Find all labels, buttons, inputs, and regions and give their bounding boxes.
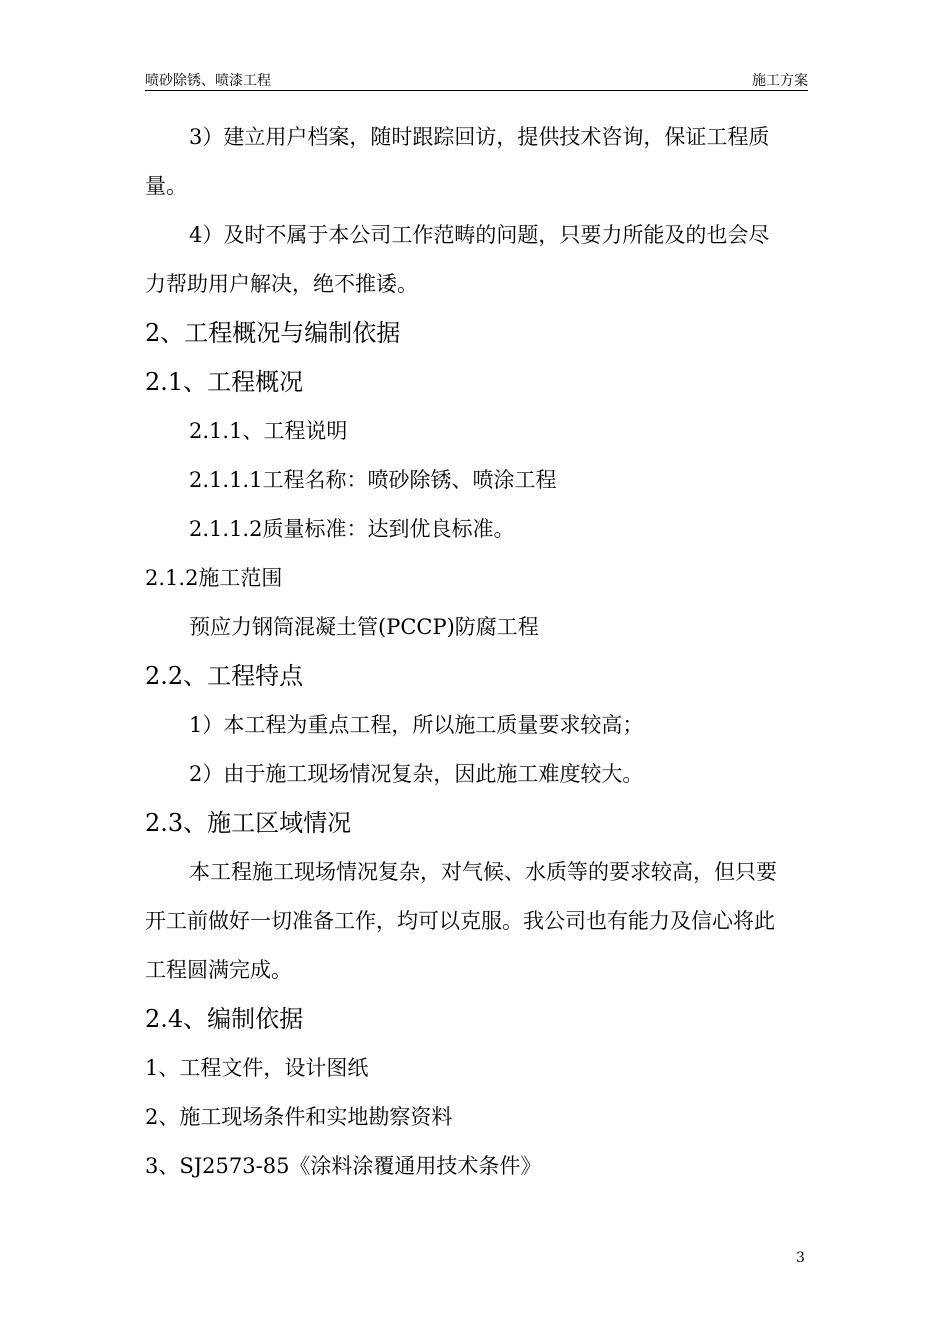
heading-2-1: 2.1、工程概况 [145,368,304,396]
area-paragraph-line-1: 本工程施工现场情况复杂，对气候、水质等的要求较高，但只要 [189,860,777,884]
quality-standard-line: 2.1.1.2质量标准：达到优良标准。 [189,517,515,541]
heading-2: 2、工程概况与编制依据 [145,319,401,347]
header-section-title: 施工方案 [752,73,808,89]
basis-item-3: 3、SJ2573-85《涂料涂覆通用技术条件》 [145,1154,542,1178]
feature-item-2: 2）由于施工现场情况复杂，因此施工难度较大。 [189,762,644,786]
heading-2-4: 2.4、编制依据 [145,1005,304,1033]
project-name-line: 2.1.1.1工程名称：喷砂除锈、喷涂工程 [189,468,557,492]
list-item-3-line-2: 量。 [145,174,187,198]
subheading-2-1-2: 2.1.2施工范围 [145,566,283,590]
area-paragraph-line-2: 开工前做好一切准备工作，均可以克服。我公司也有能力及信心将此 [145,909,775,933]
basis-item-2: 2、施工现场条件和实地勘察资料 [145,1105,453,1129]
page-number: 3 [796,1250,805,1266]
heading-2-3: 2.3、施工区域情况 [145,809,352,837]
basis-item-1: 1、工程文件，设计图纸 [145,1056,369,1080]
header-document-title: 喷砂除锈、喷漆工程 [145,73,271,89]
scope-line: 预应力钢筒混凝土管(PCCP)防腐工程 [189,615,539,639]
list-item-4-line-1: 4）及时不属于本公司工作范畴的问题，只要力所能及的也会尽 [189,223,770,247]
list-item-3-line-1: 3）建立用户档案，随时跟踪回访，提供技术咨询，保证工程质 [189,125,770,149]
feature-item-1: 1）本工程为重点工程，所以施工质量要求较高； [189,713,644,737]
subheading-2-1-1: 2.1.1、工程说明 [189,419,348,443]
page-header [145,68,808,91]
list-item-4-line-2: 力帮助用户解决，绝不推诿。 [145,272,418,296]
document-body [145,113,808,1191]
area-paragraph-line-3: 工程圆满完成。 [145,958,292,982]
heading-2-2: 2.2、工程特点 [145,662,304,690]
